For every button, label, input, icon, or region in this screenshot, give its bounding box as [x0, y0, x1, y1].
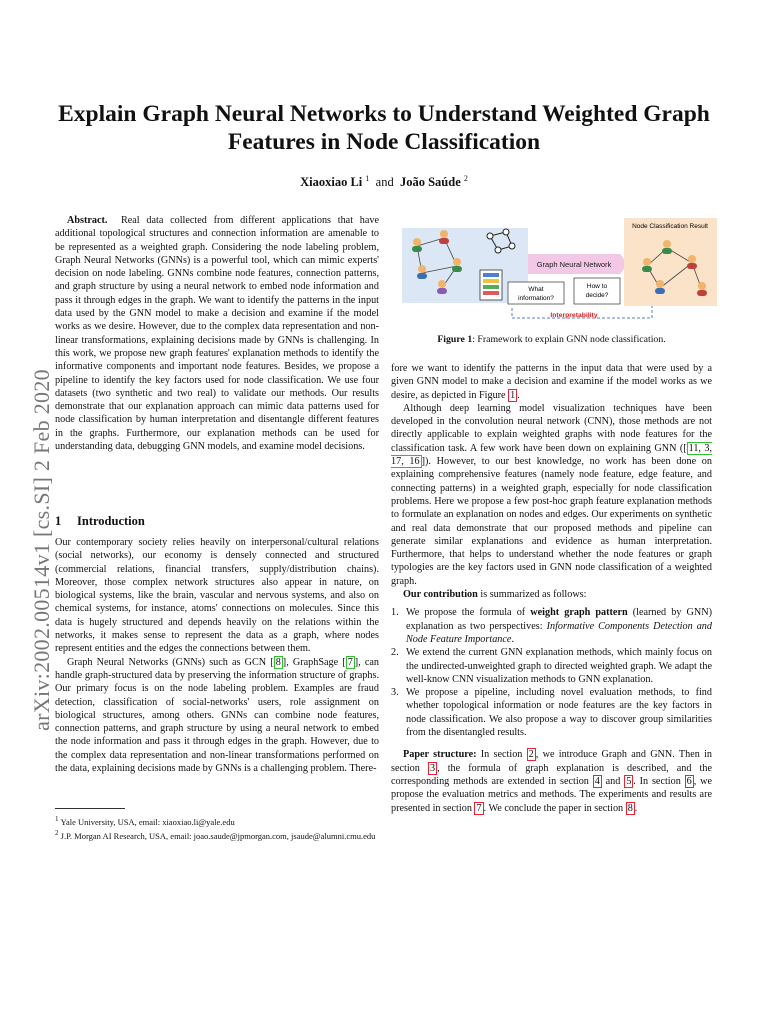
footnote-rule	[55, 808, 125, 809]
section-link[interactable]: 2	[528, 749, 534, 761]
footnote-2: $^2$ J.P. Morgan AI Research, USA, email: joao.saude@jpmorgan.com, jsaude@alumni.cmu.edu	[55, 828, 376, 841]
figure-caption-text: : Framework to explain GNN node classification.	[472, 334, 666, 345]
intro-paragraph-2: Graph Neural Networks (GNNs) such as GCN [ 8 ], GraphSage [ 7 ], can handle graph-structured data by preserving the information structure of graphs. Our primary focus is on the node labeling problem. Examples are fraud detection, classification of social-networks' users, role assignment on biological structures, among others. GNNs can combine node features, connection patterns, and graph structure by using a neural network to embed the node information and pass it through edges in the graph. However, due to the complex data representation and non-linear transformations performed on the data, explaining decisions made by GNNs is a challenging problem. There-	[55, 656, 380, 775]
section-heading-introduction	[55, 514, 145, 529]
figure-caption	[391, 334, 712, 345]
author-and: and	[375, 175, 394, 190]
section-title: Introduction	[77, 514, 145, 528]
paper-structure: Paper structure: In section 2 , we introduce Graph and GNN. Then in section 3 , the formula of graph explanation is described, and the corresponding methods are extended in section 4 and 5 . In section 6 , we propose the evaluation metrics and methods. The experiments and results are presented in section 7 . We conclude the paper in section 8 .	[391, 749, 713, 814]
arxiv-id: arXiv:2002.00514v1 [cs.SI] 2 Feb 2020	[29, 369, 54, 731]
paper-title: Explain Graph Neural Networks to Understand Weighted Graph Features in Node Classification	[58, 101, 710, 155]
gnn-label: Graph Neural Network	[536, 260, 612, 269]
how-label-line1: How to	[586, 283, 608, 290]
author-2-sup: 2	[463, 174, 468, 183]
figure-link[interactable]: 1	[510, 389, 516, 401]
section-link[interactable]: 4	[594, 775, 600, 787]
list-item: 2. We extend the current GNN explanation methods, which mainly focus on the undirected-unweighted graph to directed weighted graph. We adapt the well-know CNN visualization methods to GNN explanation.	[391, 647, 712, 685]
footnote-1: $^1$ Yale University, USA, email: xiaoxiao.li@yale.edu	[55, 815, 235, 827]
author-2: João Saúde	[399, 175, 461, 190]
framework-figure	[402, 218, 717, 326]
intro-paragraph-1: Our contemporary society relies heavily on interpersonal/cultural relations (social networks), our economy is densely connected and structured (commercial relations, financial transfers, supply/distribution chains). Moreover, those complex network structures also appear in nature, on biological systems, like the brain, vascular and nervous systems, and also on chemical systems, for instance, atoms' connections on molecules. Since this data is hugely structured and depends heavily on the relations within the networks, it makes sense to represent the data as a graph, where nodes represent entities and the edges the connections between them.	[55, 537, 379, 655]
introduction-text	[55, 536, 379, 775]
contribution-intro: Our contribution is summarized as follows:	[403, 589, 587, 601]
abstract	[55, 214, 379, 453]
section-link[interactable]: 7	[476, 802, 482, 814]
section-link[interactable]: 5	[626, 775, 632, 787]
list-item: 1. We propose the formula of weight graph pattern (learned by GNN) explanation as two perspectives: Informative Components Detection and Node Feature Importance.	[391, 607, 712, 645]
how-label-line2: decide?	[585, 292, 609, 299]
author-1: Xiaoxiao Li	[300, 175, 363, 190]
abstract-label: Abstract.	[67, 215, 108, 226]
result-label: Node Classification Result	[632, 223, 708, 230]
citation-link[interactable]: 7	[347, 656, 353, 668]
author-line	[0, 174, 768, 190]
abstract-text: Real data collected from different applications that have additional topological structures and connection information are amenable to be represented as a weighted graph. Considering the node labeling problem, Graph Neural Networks (GNNs) is a powerful tool, which can mimic experts' decision on node labeling. GNNs combine node features, connection patterns, and graph structure by using a neural network to embed node information and pass it through edges in the graph. We want to identify the patterns in the input data used by the GNN model to make a decision and examine if the model works as we desire. However, due to the complex data representation and non-linear transformations, explaining decisions made by GNNs is challenging. In this work, we propose new graph features' explanation methods to identify the informative components and important node features. Besides, we propose a pipeline to identify the key factors used for node classification. We use four datasets (two synthetic and two real) to validate our methods. Our results demonstrate that our explanation approach can mimic data patterns used for node classification by human interpretation and disentangle different features in the graphs. Furthermore, our explanation methods can be used for understanding data, debugging GNN models, and examine model decisions.	[55, 215, 380, 453]
feature-matrix-icon	[480, 270, 502, 300]
section-link[interactable]: 8	[627, 802, 633, 814]
what-label-line1: What	[528, 286, 544, 293]
list-item: 3. We propose a pipeline, including novel evaluation methods, to find whether topological information or node features are the key factors in node classification. We also propose a way to discover group similarities from the disentangled results.	[391, 687, 712, 739]
interpretability-label: Interpretability	[550, 312, 598, 319]
section-link[interactable]: 6	[686, 775, 692, 787]
section-link[interactable]: 3	[429, 762, 436, 774]
citation-link[interactable]: 8	[275, 656, 281, 668]
right-paragraph-2: Although deep learning model visualization techniques have been developed in the convolution neural network (CNN), those methods are not directly applicable to explain weighted graphs with node features for the classification task. A few work have been down on explaining GNN ([ 11, 3, 17, 16 ]). However, to our best knowledge, no work has been done on explaining comprehensive features (namely node feature, edge feature, and connecting patterns) in a weighted graph, especially for node classification problems. Here we propose a few post-hoc graph feature explanation methods to formulate an explanation on nodes and edges. Our experiments on synthetic and real data demonstrate that our proposed methods and pipeline can generate similar explanations and evidence as human interpretation. Furthermore, that helps to understand whether the node features or graph typologies are the key factors used in GNN node classification of a weighted graph.	[391, 402, 712, 587]
contribution-list	[391, 606, 712, 739]
right-column-text	[391, 362, 712, 815]
citation-link[interactable]: 11, 3, 17, 16	[391, 442, 712, 468]
what-label-line2: information?	[518, 295, 554, 302]
section-number: 1	[55, 514, 62, 528]
author-1-sup: 1	[365, 174, 370, 183]
figure-caption-label: Figure 1	[437, 334, 473, 345]
footnotes	[55, 814, 379, 842]
how-to-decide-box	[574, 278, 620, 304]
right-paragraph-1: fore we want to identify the patterns in the input data that were used by a given GNN model to make a decision and examine if the model works as we desire, as depicted in Figure 1 .	[391, 363, 712, 401]
